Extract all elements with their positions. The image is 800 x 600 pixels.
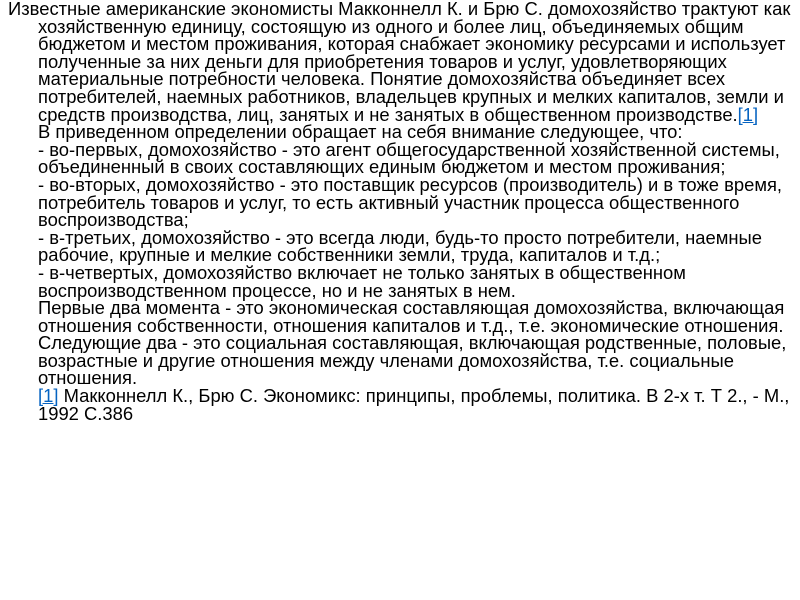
lead-in-paragraph: В приведенном определении обращает на себя внимание следующее, что:: [38, 121, 683, 143]
footnote-text: Макконнелл К., Брю С. Экономикс: принципы, проблемы, политика. В 2-х т. Т 2., - М., 1992 С.386: [38, 385, 790, 424]
conclusion-paragraph: Первые два момента - это экономическая составляющая домохозяйства, включающая отношения собственности, отношения капиталов и т.д., т.е. экономические отношения. Следующие два - это социальная составляющая, включающая родственные, половые, возрастные и другие отношения между членами домохозяйства, т.е. социальные отношения.: [38, 297, 787, 389]
point-1-paragraph: - во-первых, домохозяйство - это агент общегосударственной хозяйственной системы, объединенный в своих составляющих единым бюджетом и местом проживания;: [38, 138, 780, 178]
footnote-paragraph: [38, 387, 800, 422]
intro-paragraph: [8, 0, 800, 125]
footnote-reference-link[interactable]: [1]: [737, 103, 759, 125]
intro-text: Известные американские экономисты Макконнелл К. и Брю С. домохозяйство трактуют как хозяйственную единицу, состоящую из одного и более лиц, объединяемых общим бюджетом и местом проживания, которая снабжает экономику ресурсами и использует полученные за них деньги для приобретения товаров и услуг, удовлетворяющих материальные потребности человека. Понятие домохозяйства объединяет всех потребителей, наемных работников, владельцев крупных и мелких капиталов, земли и средств производства, лиц, занятых и не занятых в общественном производстве.: [8, 0, 791, 125]
point-3-paragraph: - в-третьих, домохозяйство - это всегда люди, будь-то просто потребители, наемные рабочие, крупные и мелкие собственники земли, труда, капиталов и т.д.;: [38, 226, 762, 266]
point-4-paragraph: - в-четвертых, домохозяйство включает не только занятых в общественном воспроизводственном процессе, но и не занятых в нем.: [38, 261, 686, 301]
point-2-paragraph: - во-вторых, домохозяйство - это поставщик ресурсов (производитель) и в тоже время, потребитель товаров и услуг, то есть активный участник процесса общественного воспроизводства;: [38, 173, 783, 231]
footnote-marker-link[interactable]: [1]: [38, 385, 59, 407]
text-block: [8, 0, 800, 422]
